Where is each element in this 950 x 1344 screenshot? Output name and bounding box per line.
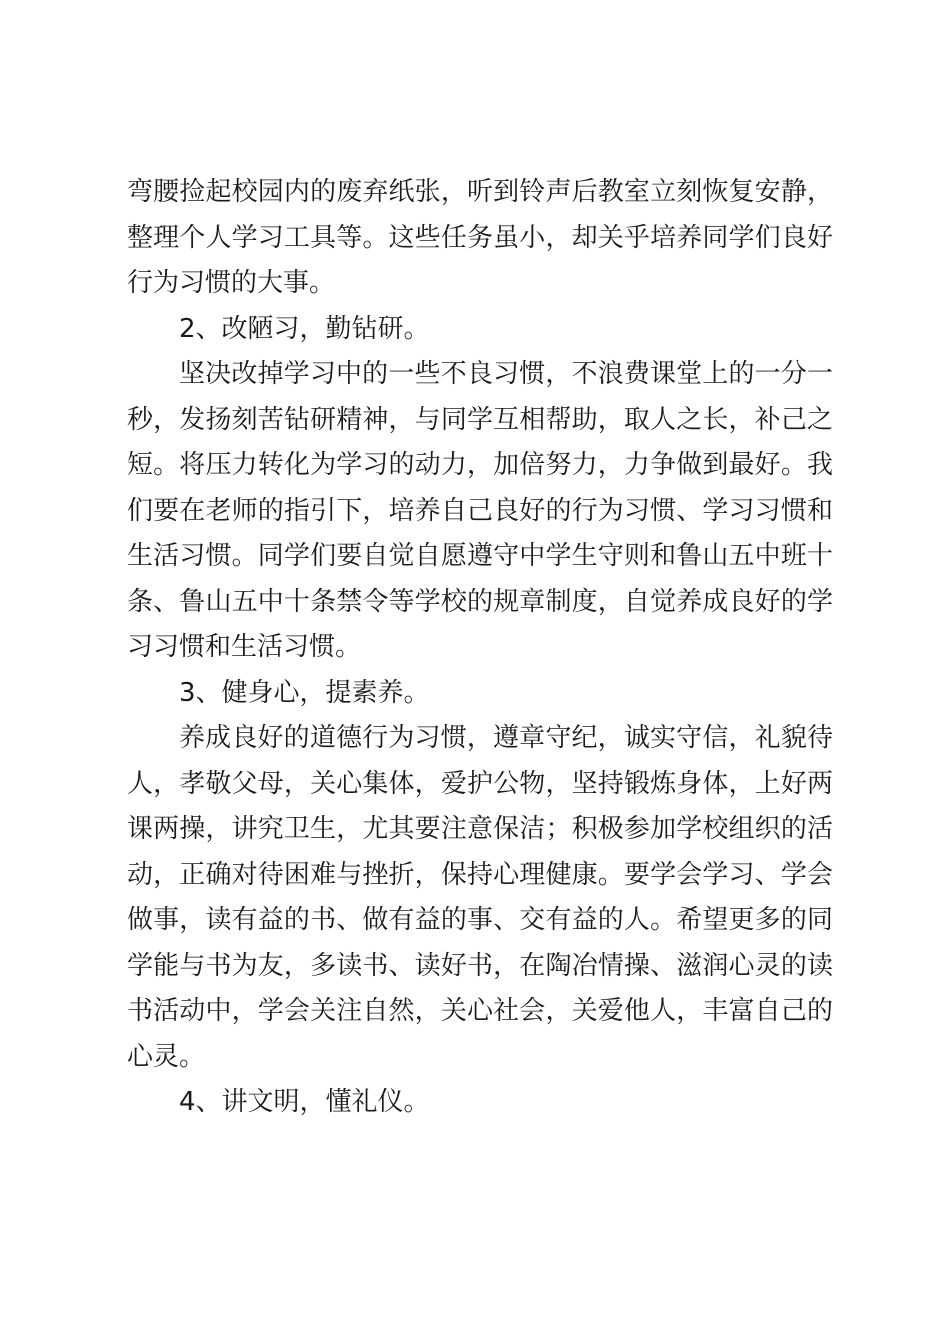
section-heading-2: 2、改陋习，勤钻研。 [179,313,430,344]
document-body [127,170,833,1126]
body-paragraph: 坚决改掉学习中的一些不良习惯，不浪费课堂上的一分一秒，发扬刻苦钻研精神，与同学互相帮助，取人之长，补己之短。将压力转化为学习的动力，加倍努力，力争做到最好。我们要在老师的指引下，培养自己良好的行为习惯、学习习惯和生活习惯。同学们要自觉自愿遵守中学生守则和鲁山五中班十条、鲁山五中十条禁令等学校的规章制度，自觉养成良好的学习习惯和生活习惯。 [127,359,833,662]
section-heading-3: 3、健身心，提素养。 [179,677,430,708]
body-paragraph-continued: 弯腰捡起校园内的废弃纸张，听到铃声后教室立刻恢复安静，整理个人学习工具等。这些任务虽小，却关乎培养同学们良好行为习惯的大事。 [127,177,833,298]
body-paragraph: 养成良好的道德行为习惯，遵章守纪，诚实守信，礼貌待人，孝敬父母，关心集体，爱护公物，坚持锻炼身体，上好两课两操，讲究卫生，尤其要注意保洁；积极参加学校组织的活动，正确对待困难与挫折，保持心理健康。要学会学习、学会做事，读有益的书、做有益的事、交有益的人。希望更多的同学能与书为友，多读书、读好书，在陶冶情操、滋润心灵的读书活动中，学会关注自然，关心社会，关爱他人，丰富自己的心灵。 [127,723,833,1072]
section-heading-4: 4、讲文明，懂礼仪。 [179,1087,430,1117]
